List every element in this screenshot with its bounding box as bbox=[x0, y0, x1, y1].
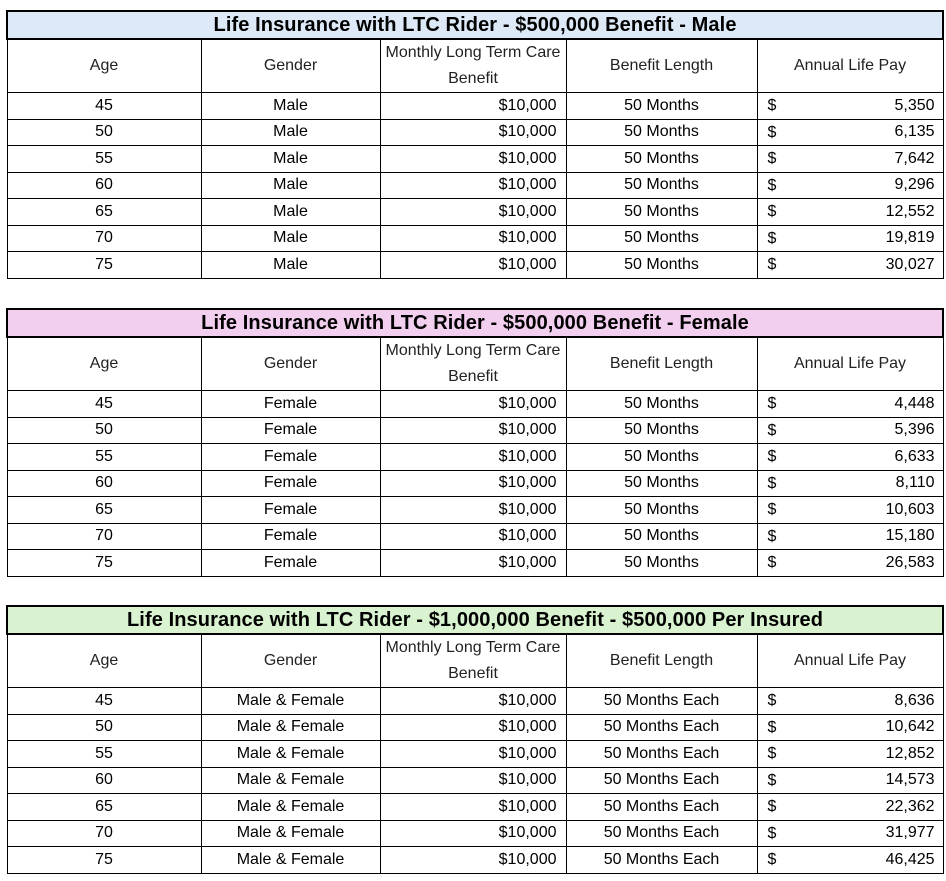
monthly-benefit-cell: $10,000 bbox=[380, 146, 566, 173]
annual-amount: 9,296 bbox=[894, 176, 935, 194]
header-age: Age bbox=[7, 634, 201, 688]
table-row bbox=[7, 714, 943, 741]
gender-cell: Male bbox=[201, 119, 380, 146]
benefit-length-cell: 50 Months bbox=[566, 470, 757, 497]
gender-cell: Male bbox=[201, 252, 380, 279]
annual-amount: 12,552 bbox=[885, 202, 935, 220]
gender-cell: Female bbox=[201, 391, 380, 418]
gender-cell: Male & Female bbox=[201, 820, 380, 847]
age-cell: 55 bbox=[7, 741, 201, 768]
benefit-length-cell: 50 Months bbox=[566, 444, 757, 471]
monthly-benefit-cell: $10,000 bbox=[380, 847, 566, 874]
monthly-benefit-cell: $10,000 bbox=[380, 688, 566, 715]
table-title: Life Insurance with LTC Rider - $1,000,000 Benefit - $500,000 Per Insured bbox=[7, 606, 943, 634]
currency-symbol: $ bbox=[767, 501, 777, 518]
monthly-benefit-cell: $10,000 bbox=[380, 391, 566, 418]
table-row bbox=[7, 391, 943, 418]
gender-cell: Female bbox=[201, 550, 380, 577]
benefit-length-cell: 50 Months Each bbox=[566, 847, 757, 874]
annual-life-pay-cell bbox=[757, 417, 943, 444]
gender-cell: Male & Female bbox=[201, 714, 380, 741]
gender-cell: Female bbox=[201, 470, 380, 497]
monthly-benefit-cell: $10,000 bbox=[380, 444, 566, 471]
rate-table-joint bbox=[6, 605, 944, 874]
annual-amount: 10,642 bbox=[885, 718, 935, 736]
gender-cell: Male bbox=[201, 199, 380, 226]
table-row bbox=[7, 497, 943, 524]
age-cell: 70 bbox=[7, 820, 201, 847]
header-annual-life-pay: Annual Life Pay bbox=[757, 634, 943, 688]
gender-cell: Male bbox=[201, 146, 380, 173]
benefit-length-cell: 50 Months bbox=[566, 391, 757, 418]
annual-life-pay-cell bbox=[757, 225, 943, 252]
gender-cell: Male bbox=[201, 93, 380, 120]
benefit-length-cell: 50 Months Each bbox=[566, 767, 757, 794]
annual-life-pay-cell bbox=[757, 391, 943, 418]
table-row bbox=[7, 252, 943, 279]
benefit-length-cell: 50 Months bbox=[566, 252, 757, 279]
annual-life-pay-cell bbox=[757, 146, 943, 173]
annual-amount: 14,573 bbox=[885, 771, 935, 789]
rate-table-female bbox=[6, 308, 944, 577]
header-monthly-benefit: Monthly Long Term Care Benefit bbox=[380, 634, 566, 688]
header-benefit-length: Benefit Length bbox=[566, 39, 757, 93]
header-monthly-benefit: Monthly Long Term Care Benefit bbox=[380, 337, 566, 391]
age-cell: 50 bbox=[7, 714, 201, 741]
monthly-benefit-cell: $10,000 bbox=[380, 225, 566, 252]
annual-amount: 8,636 bbox=[894, 691, 935, 709]
monthly-benefit-cell: $10,000 bbox=[380, 119, 566, 146]
annual-life-pay-cell bbox=[757, 252, 943, 279]
annual-life-pay-cell bbox=[757, 199, 943, 226]
table-row bbox=[7, 550, 943, 577]
table-row bbox=[7, 225, 943, 252]
annual-life-pay-cell bbox=[757, 470, 943, 497]
table-row bbox=[7, 688, 943, 715]
annual-life-pay-cell bbox=[757, 523, 943, 550]
currency-symbol: $ bbox=[767, 150, 777, 167]
currency-symbol: $ bbox=[767, 229, 777, 247]
benefit-length-cell: 50 Months bbox=[566, 146, 757, 173]
benefit-length-cell: 50 Months bbox=[566, 225, 757, 252]
currency-symbol: $ bbox=[767, 554, 777, 571]
age-cell: 45 bbox=[7, 93, 201, 120]
age-cell: 65 bbox=[7, 794, 201, 821]
currency-symbol: $ bbox=[767, 176, 777, 194]
annual-life-pay-cell bbox=[757, 820, 943, 847]
annual-amount: 5,350 bbox=[894, 96, 935, 114]
monthly-benefit-cell: $10,000 bbox=[380, 714, 566, 741]
age-cell: 60 bbox=[7, 767, 201, 794]
gender-cell: Male bbox=[201, 172, 380, 199]
age-cell: 45 bbox=[7, 688, 201, 715]
annual-life-pay-cell bbox=[757, 497, 943, 524]
age-cell: 75 bbox=[7, 550, 201, 577]
header-age: Age bbox=[7, 39, 201, 93]
benefit-length-cell: 50 Months bbox=[566, 523, 757, 550]
age-cell: 65 bbox=[7, 497, 201, 524]
monthly-benefit-cell: $10,000 bbox=[380, 550, 566, 577]
currency-symbol: $ bbox=[767, 474, 777, 492]
age-cell: 75 bbox=[7, 847, 201, 874]
benefit-length-cell: 50 Months bbox=[566, 119, 757, 146]
gender-cell: Male bbox=[201, 225, 380, 252]
age-cell: 70 bbox=[7, 225, 201, 252]
annual-life-pay-cell bbox=[757, 714, 943, 741]
age-cell: 55 bbox=[7, 444, 201, 471]
header-gender: Gender bbox=[201, 337, 380, 391]
table-title: Life Insurance with LTC Rider - $500,000 Benefit - Female bbox=[7, 309, 943, 337]
annual-amount: 6,135 bbox=[894, 123, 935, 141]
table-row bbox=[7, 794, 943, 821]
annual-amount: 30,027 bbox=[885, 255, 935, 273]
table-row bbox=[7, 847, 943, 874]
table-row bbox=[7, 172, 943, 199]
table-row bbox=[7, 93, 943, 120]
annual-life-pay-cell bbox=[757, 847, 943, 874]
header-age: Age bbox=[7, 337, 201, 391]
age-cell: 50 bbox=[7, 119, 201, 146]
table-row bbox=[7, 444, 943, 471]
gender-cell: Male & Female bbox=[201, 847, 380, 874]
currency-symbol: $ bbox=[767, 692, 777, 709]
benefit-length-cell: 50 Months bbox=[566, 199, 757, 226]
currency-symbol: $ bbox=[767, 123, 777, 141]
header-annual-life-pay: Annual Life Pay bbox=[757, 39, 943, 93]
annual-life-pay-cell bbox=[757, 688, 943, 715]
table-row bbox=[7, 119, 943, 146]
annual-amount: 8,110 bbox=[895, 474, 935, 492]
monthly-benefit-cell: $10,000 bbox=[380, 794, 566, 821]
gender-cell: Female bbox=[201, 497, 380, 524]
annual-amount: 7,642 bbox=[894, 149, 935, 167]
benefit-length-cell: 50 Months bbox=[566, 172, 757, 199]
gender-cell: Female bbox=[201, 523, 380, 550]
table-title: Life Insurance with LTC Rider - $500,000 Benefit - Male bbox=[7, 11, 943, 39]
age-cell: 65 bbox=[7, 199, 201, 226]
monthly-benefit-cell: $10,000 bbox=[380, 523, 566, 550]
annual-amount: 15,180 bbox=[885, 527, 935, 545]
table-row bbox=[7, 523, 943, 550]
header-monthly-benefit: Monthly Long Term Care Benefit bbox=[380, 39, 566, 93]
annual-life-pay-cell bbox=[757, 794, 943, 821]
monthly-benefit-cell: $10,000 bbox=[380, 820, 566, 847]
currency-symbol: $ bbox=[767, 745, 777, 762]
benefit-length-cell: 50 Months Each bbox=[566, 741, 757, 768]
benefit-length-cell: 50 Months Each bbox=[566, 794, 757, 821]
header-gender: Gender bbox=[201, 39, 380, 93]
monthly-benefit-cell: $10,000 bbox=[380, 470, 566, 497]
benefit-length-cell: 50 Months Each bbox=[566, 714, 757, 741]
currency-symbol: $ bbox=[767, 771, 777, 789]
gender-cell: Male & Female bbox=[201, 794, 380, 821]
currency-symbol: $ bbox=[767, 203, 777, 220]
currency-symbol: $ bbox=[767, 97, 777, 114]
table-row bbox=[7, 767, 943, 794]
gender-cell: Male & Female bbox=[201, 688, 380, 715]
rate-table-male bbox=[6, 10, 944, 279]
monthly-benefit-cell: $10,000 bbox=[380, 497, 566, 524]
annual-amount: 19,819 bbox=[885, 229, 935, 247]
annual-life-pay-cell bbox=[757, 172, 943, 199]
monthly-benefit-cell: $10,000 bbox=[380, 172, 566, 199]
monthly-benefit-cell: $10,000 bbox=[380, 767, 566, 794]
currency-symbol: $ bbox=[767, 527, 777, 545]
table-row bbox=[7, 146, 943, 173]
header-benefit-length: Benefit Length bbox=[566, 634, 757, 688]
benefit-length-cell: 50 Months bbox=[566, 417, 757, 444]
annual-amount: 31,977 bbox=[885, 824, 935, 842]
age-cell: 50 bbox=[7, 417, 201, 444]
benefit-length-cell: 50 Months Each bbox=[566, 820, 757, 847]
table-row bbox=[7, 820, 943, 847]
annual-amount: 12,852 bbox=[885, 744, 935, 762]
table-row bbox=[7, 741, 943, 768]
monthly-benefit-cell: $10,000 bbox=[380, 199, 566, 226]
annual-amount: 6,633 bbox=[894, 447, 935, 465]
currency-symbol: $ bbox=[767, 256, 777, 273]
gender-cell: Female bbox=[201, 417, 380, 444]
age-cell: 60 bbox=[7, 470, 201, 497]
annual-life-pay-cell bbox=[757, 550, 943, 577]
currency-symbol: $ bbox=[767, 798, 777, 815]
annual-amount: 26,583 bbox=[885, 553, 935, 571]
annual-life-pay-cell bbox=[757, 444, 943, 471]
benefit-length-cell: 50 Months bbox=[566, 497, 757, 524]
table-row bbox=[7, 417, 943, 444]
currency-symbol: $ bbox=[767, 851, 777, 868]
benefit-length-cell: 50 Months bbox=[566, 93, 757, 120]
table-row bbox=[7, 470, 943, 497]
annual-life-pay-cell bbox=[757, 741, 943, 768]
header-gender: Gender bbox=[201, 634, 380, 688]
gender-cell: Male & Female bbox=[201, 767, 380, 794]
annual-amount: 10,603 bbox=[885, 500, 935, 518]
currency-symbol: $ bbox=[767, 395, 777, 412]
age-cell: 60 bbox=[7, 172, 201, 199]
annual-life-pay-cell bbox=[757, 767, 943, 794]
currency-symbol: $ bbox=[767, 718, 777, 736]
annual-amount: 46,425 bbox=[885, 850, 935, 868]
gender-cell: Female bbox=[201, 444, 380, 471]
benefit-length-cell: 50 Months Each bbox=[566, 688, 757, 715]
annual-life-pay-cell bbox=[757, 119, 943, 146]
monthly-benefit-cell: $10,000 bbox=[380, 252, 566, 279]
age-cell: 75 bbox=[7, 252, 201, 279]
monthly-benefit-cell: $10,000 bbox=[380, 741, 566, 768]
table-row bbox=[7, 199, 943, 226]
age-cell: 45 bbox=[7, 391, 201, 418]
annual-life-pay-cell bbox=[757, 93, 943, 120]
age-cell: 70 bbox=[7, 523, 201, 550]
currency-symbol: $ bbox=[767, 824, 777, 842]
benefit-length-cell: 50 Months bbox=[566, 550, 757, 577]
header-benefit-length: Benefit Length bbox=[566, 337, 757, 391]
annual-amount: 5,396 bbox=[894, 421, 935, 439]
annual-amount: 22,362 bbox=[885, 797, 935, 815]
monthly-benefit-cell: $10,000 bbox=[380, 93, 566, 120]
currency-symbol: $ bbox=[767, 448, 777, 465]
annual-amount: 4,448 bbox=[894, 394, 935, 412]
gender-cell: Male & Female bbox=[201, 741, 380, 768]
currency-symbol: $ bbox=[767, 421, 777, 439]
header-annual-life-pay: Annual Life Pay bbox=[757, 337, 943, 391]
age-cell: 55 bbox=[7, 146, 201, 173]
monthly-benefit-cell: $10,000 bbox=[380, 417, 566, 444]
